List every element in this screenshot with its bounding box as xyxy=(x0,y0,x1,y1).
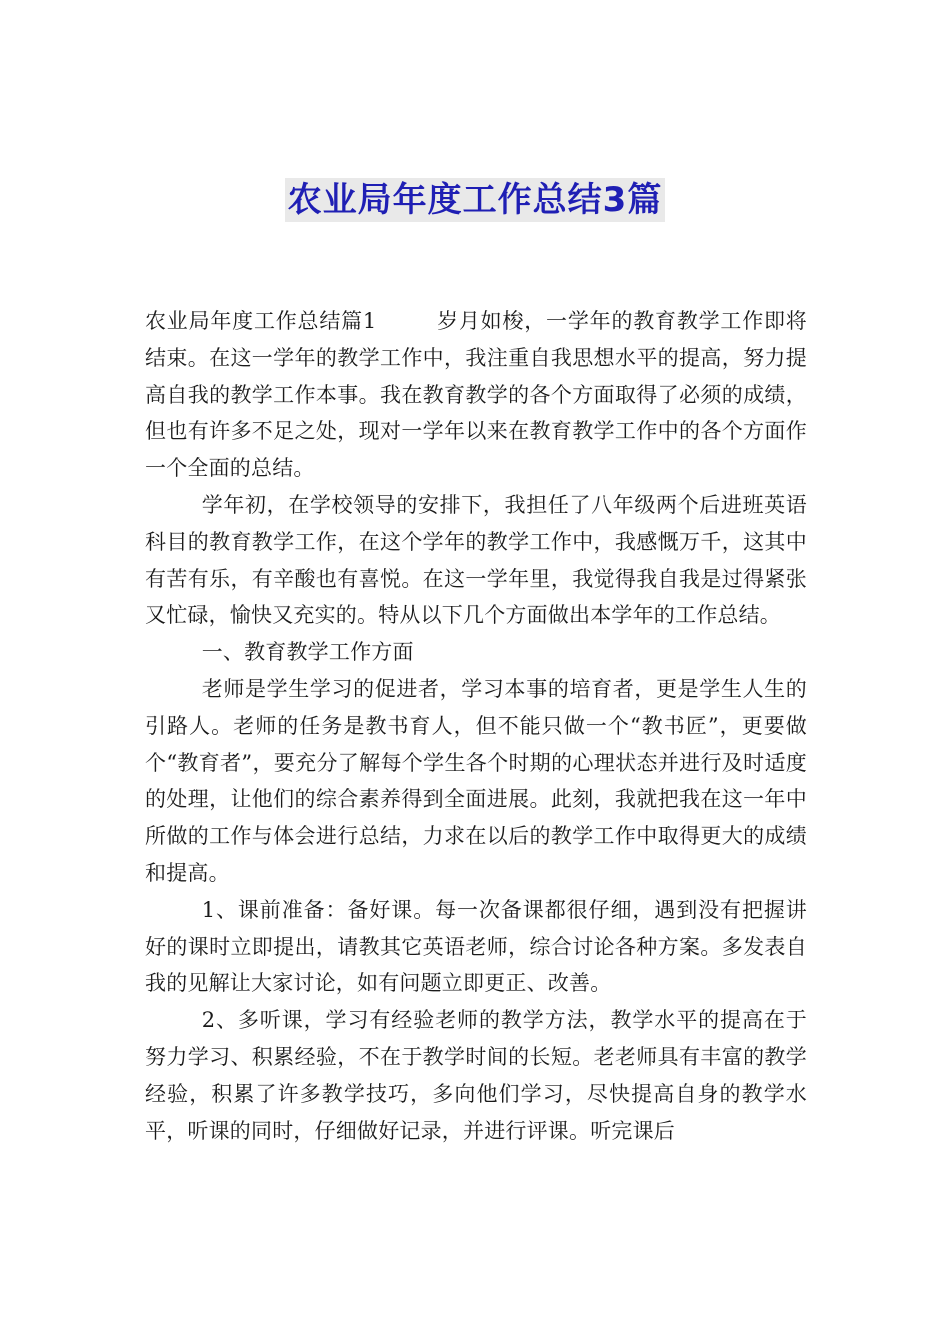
section-heading: 农业局年度工作总结篇1 xyxy=(145,309,377,333)
document-body xyxy=(145,303,807,1149)
paragraph-1 xyxy=(145,303,807,487)
paragraph-4: 1、课前准备：备好课。每一次备课都很仔细，遇到没有把握讲好的课时立即提出，请教其它英语老师，综合讨论各种方案。多发表自我的见解让大家讨论，如有问题立即更正、改善。 xyxy=(145,897,807,996)
paragraph-1-text: 岁月如梭，一学年的教育教学工作即将结束。在这一学年的教学工作中，我注重自我思想水平的提高，努力提高自我的教学工作本事。我在教育教学的各个方面取得了必须的成绩，但也有许多不足之处，现对一学年以来在教育教学工作中的各个方面作一个全面的总结。 xyxy=(145,309,807,481)
paragraph-3: 老师是学生学习的促进者，学习本事的培育者，更是学生人生的引路人。老师的任务是教书育人，但不能只做一个“教书匠”，更要做个“教育者”，要充分了解每个学生各个时期的心理状态并进行及时适度的处理，让他们的综合素养得到全面进展。此刻，我就把我在这一年中所做的工作与体会进行总结，力求在以后的教学工作中取得更大的成绩和提高。 xyxy=(145,676,807,885)
title-container xyxy=(0,178,950,222)
document-title: 农业局年度工作总结3篇 xyxy=(285,178,666,222)
paragraph-2: 学年初，在学校领导的安排下，我担任了八年级两个后进班英语科目的教育教学工作，在这个学年的教学工作中，我感慨万千，这其中有苦有乐，有辛酸也有喜悦。在这一学年里，我觉得我自我是过得紧张又忙碌，愉快又充实的。特从以下几个方面做出本学年的工作总结。 xyxy=(145,492,807,628)
paragraph-5: 2、多听课，学习有经验老师的教学方法，教学水平的提高在于努力学习、积累经验，不在于教学时间的长短。老老师具有丰富的教学经验，积累了许多教学技巧，多向他们学习，尽快提高自身的教学水平，听课的同时，仔细做好记录，并进行评课。听完课后 xyxy=(145,1008,807,1143)
section-subheading: 一、教育教学工作方面 xyxy=(201,640,414,665)
